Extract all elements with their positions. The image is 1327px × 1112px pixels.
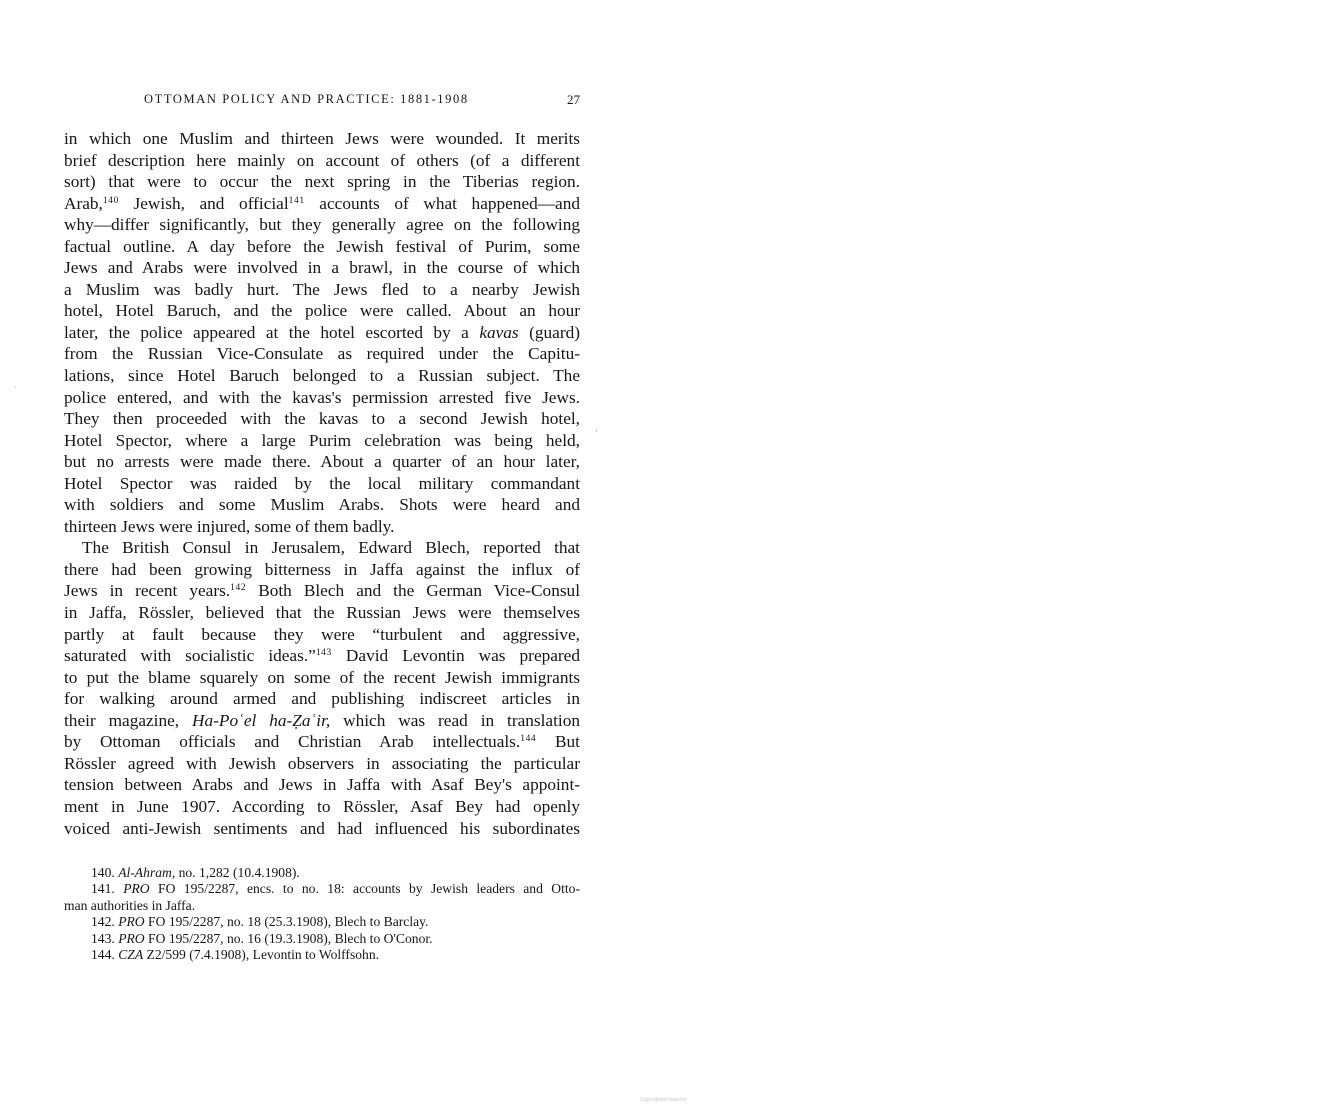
footnote-ref-140[interactable]: 140 bbox=[102, 195, 119, 206]
text-run: accounts of what happened—and bbox=[304, 193, 580, 213]
text-run: their magazine, bbox=[64, 710, 193, 730]
footnote-ref-142[interactable]: 142 bbox=[230, 583, 247, 594]
footnote-ref-143[interactable]: 143 bbox=[315, 648, 332, 659]
text-line: to put the blame squarely on some of the recent Jewish immigrants bbox=[64, 667, 580, 687]
text-run: Both Blech and the German Vice-Consul bbox=[246, 581, 580, 601]
running-header bbox=[64, 92, 580, 112]
text-line bbox=[64, 580, 580, 602]
footnotes bbox=[64, 865, 580, 963]
text-line bbox=[64, 731, 580, 753]
text-line: factual outline. A day before the Jewish festival of Purim, some bbox=[64, 236, 580, 256]
text-line: Jews and Arabs were involved in a brawl, in the course of which bbox=[64, 258, 580, 278]
italic-title: Ha-Poʿel ha-Ẓaʿir, bbox=[192, 710, 331, 730]
text-line: but no arrests were made there. About a quarter of an hour later, bbox=[64, 452, 580, 472]
text-line: why—differ significantly, but they generally agree on the following bbox=[64, 215, 580, 235]
text-line: tension between Arabs and Jews in Jaffa with Asaf Bey's appoint- bbox=[64, 775, 580, 795]
footnote-number: 144. bbox=[91, 947, 115, 963]
text-run: David Levontin was prepared bbox=[331, 646, 580, 666]
text-line bbox=[64, 645, 580, 667]
text-line: ment in June 1907. According to Rössler, Asaf Bey had openly bbox=[64, 796, 580, 816]
footnote-140 bbox=[64, 865, 580, 881]
body-text bbox=[64, 128, 580, 839]
text-run: which was read in translation bbox=[330, 710, 580, 730]
text-line: for walking around armed and publishing indiscreet articles in bbox=[64, 689, 580, 709]
footnote-number: 141. bbox=[91, 881, 115, 897]
footnote-text: man authorities in Jaffa. bbox=[64, 897, 196, 913]
footnote-source: Al-Ahram, bbox=[118, 865, 176, 881]
text-line: The British Consul in Jerusalem, Edward Blech, reported that bbox=[82, 538, 580, 558]
running-title: OTTOMAN POLICY AND PRACTICE: 1881-1908 bbox=[144, 92, 469, 106]
watermark: Copyrighted material bbox=[640, 1097, 687, 1103]
footnote-number: 143. bbox=[91, 930, 115, 946]
text-run: Jewish, and official bbox=[118, 193, 289, 213]
footnote-text: FO 195/2287, no. 16 (19.3.1908), Blech to O'Conor. bbox=[144, 930, 433, 946]
footnote-142 bbox=[64, 914, 580, 930]
text-line bbox=[64, 193, 580, 215]
text-run: Arab, bbox=[64, 193, 103, 213]
text-line bbox=[64, 322, 580, 344]
footnote-144 bbox=[64, 947, 580, 963]
footnote-text: no. 1,282 (10.4.1908). bbox=[175, 865, 300, 881]
footnote-text: FO 195/2287, no. 18 (25.3.1908), Blech to Barclay. bbox=[144, 914, 429, 930]
text-run: But bbox=[536, 732, 580, 752]
text-line: partly at fault because they were “turbulent and aggressive, bbox=[64, 624, 580, 644]
footnote-ref-141[interactable]: 141 bbox=[288, 195, 305, 206]
text-line: in which one Muslim and thirteen Jews were wounded. It merits bbox=[64, 129, 580, 148]
text-line: Hotel Spector was raided by the local military commandant bbox=[64, 473, 580, 493]
text-line: They then proceeded with the kavas to a second Jewish hotel, bbox=[64, 409, 580, 429]
text-run: later, the police appeared at the hotel escorted by a bbox=[64, 322, 480, 342]
text-run: saturated with socialistic ideas.” bbox=[64, 646, 316, 666]
text-line: hotel, Hotel Baruch, and the police were called. About an hour bbox=[64, 301, 580, 321]
text-line bbox=[64, 710, 580, 732]
scan-speck: · bbox=[14, 383, 17, 392]
footnote-text: Z2/599 (7.4.1908), Levontin to Wolffsohn. bbox=[143, 947, 380, 963]
text-line: sort) that were to occur the next spring in the Tiberias region. bbox=[64, 172, 580, 192]
text-line: Rössler agreed with Jewish observers in associating the particular bbox=[64, 753, 580, 773]
footnote-ref-144[interactable]: 144 bbox=[520, 734, 537, 745]
text-line: in Jaffa, Rössler, believed that the Russian Jews were themselves bbox=[64, 603, 580, 623]
text-line: Hotel Spector, where a large Purim celebration was being held, bbox=[64, 430, 580, 450]
page-number: 27 bbox=[567, 92, 580, 107]
text-line: voiced anti-Jewish sentiments and had influenced his subordinates bbox=[64, 818, 580, 838]
text-line: police entered, and with the kavas's permission arrested five Jews. bbox=[64, 387, 580, 407]
book-page bbox=[64, 92, 580, 963]
footnote-141 bbox=[64, 881, 580, 914]
text-line: brief description here mainly on account of others (of a different bbox=[64, 150, 580, 170]
footnote-source: CZA bbox=[118, 947, 144, 963]
text-line: from the Russian Vice-Consulate as required under the Capitu- bbox=[64, 344, 580, 364]
text-line: lations, since Hotel Baruch belonged to a Russian subject. The bbox=[64, 366, 580, 386]
footnote-source: PRO bbox=[123, 881, 150, 897]
footnote-source: PRO bbox=[118, 914, 145, 930]
footnote-number: 140. bbox=[91, 865, 115, 881]
footnote-text: FO 195/2287, encs. to no. 18: accounts by Jewish leaders and Otto- bbox=[149, 881, 580, 897]
footnote-143 bbox=[64, 931, 580, 947]
text-line: there had been growing bitterness in Jaffa against the influx of bbox=[64, 559, 580, 579]
footnote-number: 142. bbox=[91, 914, 115, 930]
text-run: Jews in recent years. bbox=[64, 581, 231, 601]
italic-term: kavas bbox=[479, 322, 519, 342]
scan-speck: ʼ bbox=[595, 428, 598, 437]
text-line: thirteen Jews were injured, some of them badly. bbox=[64, 516, 395, 536]
text-run: by Ottoman officials and Christian Arab intellectuals. bbox=[64, 732, 521, 752]
text-line: with soldiers and some Muslim Arabs. Shots were heard and bbox=[64, 495, 580, 515]
text-line: a Muslim was badly hurt. The Jews fled to a nearby Jewish bbox=[64, 279, 580, 299]
text-run: (guard) bbox=[518, 322, 580, 342]
footnote-source: PRO bbox=[118, 930, 145, 946]
